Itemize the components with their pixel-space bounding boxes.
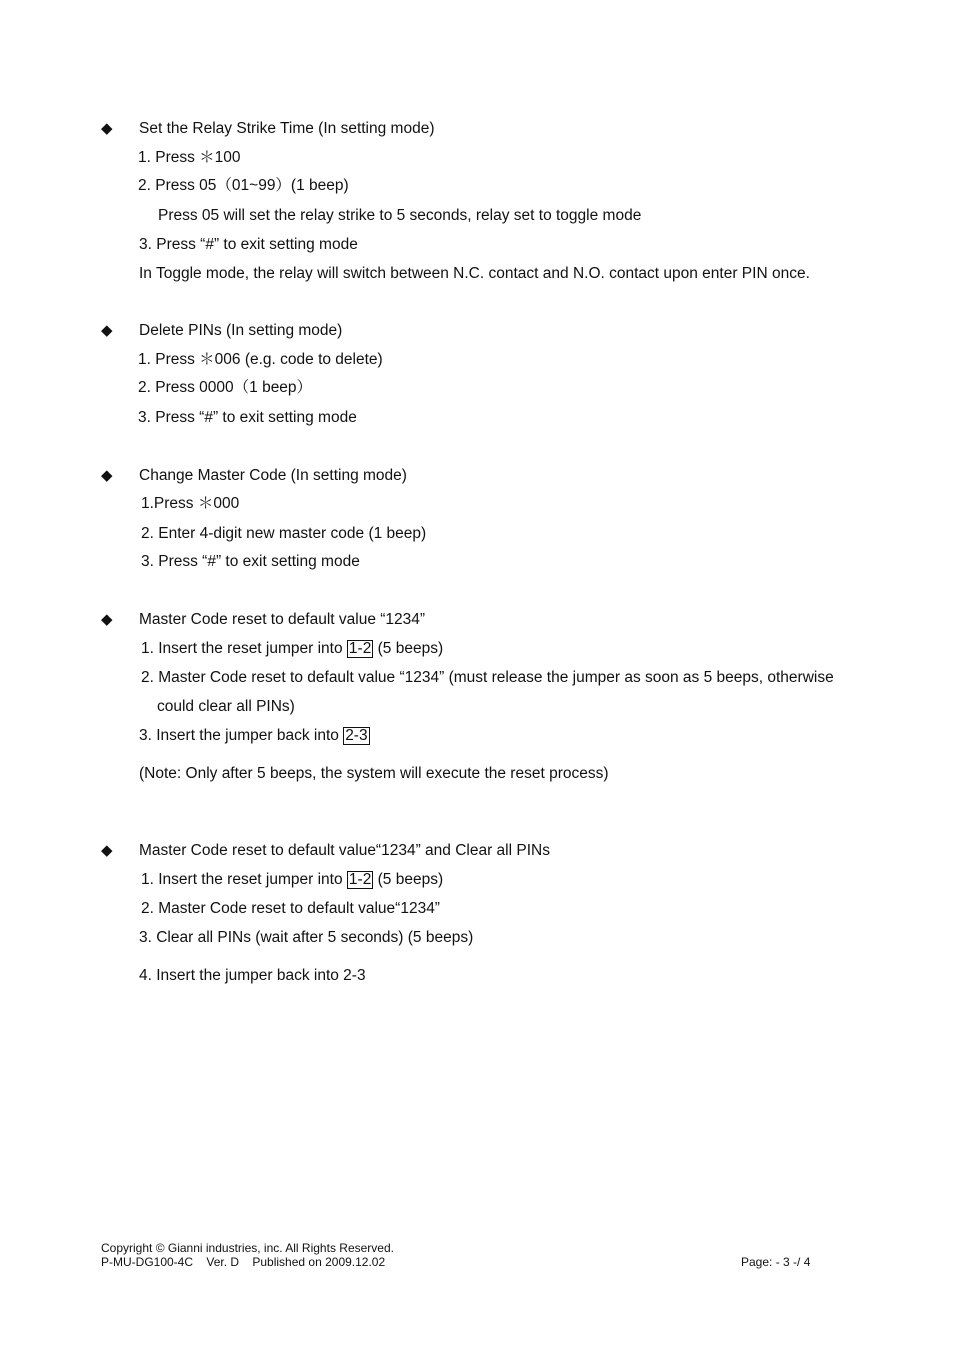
jumper-label: 1-2: [348, 640, 372, 657]
step-line: 1. Press ＊006 (e.g. code to delete): [138, 351, 383, 368]
step-line: 2. Master Code reset to default value“1234”: [141, 900, 440, 917]
step-text: (5 beeps): [373, 871, 444, 888]
footer-doc-id: P-MU-DG100-4C Ver. D Published on 2009.12.02: [101, 1255, 386, 1269]
jumper-label: 2-3: [345, 727, 368, 744]
footer-page-number: Page: - 3 -/ 4: [741, 1255, 811, 1269]
step-line: 2. Press 05（01~99）(1 beep): [138, 177, 349, 194]
step-line: 4. Insert the jumper back into 2-3: [139, 967, 366, 984]
step-text: 3. Insert the jumper back into: [139, 727, 344, 744]
jumper-label: 1-2: [348, 871, 372, 888]
section-heading: Set the Relay Strike Time (In setting mode): [139, 120, 435, 137]
section-heading: Change Master Code (In setting mode): [139, 467, 407, 484]
bullet-icon: ◆: [101, 322, 113, 339]
section-heading: Master Code reset to default value“1234” and Clear all PINs: [139, 842, 550, 859]
step-line: 3. Clear all PINs (wait after 5 seconds) (5 beeps): [139, 929, 474, 946]
footer-copyright: Copyright © Gianni industries, inc. All Rights Reserved.: [101, 1241, 394, 1255]
bullet-icon: ◆: [101, 120, 113, 137]
step-continuation: could clear all PINs): [157, 698, 295, 715]
bullet-icon: ◆: [101, 611, 113, 628]
step-line: 3. Press “#” to exit setting mode: [139, 236, 358, 253]
step-text: 1. Insert the reset jumper into: [141, 640, 347, 657]
step-line: 3. Press “#” to exit setting mode: [138, 409, 357, 426]
step-line: 1.Press ＊000: [141, 495, 240, 512]
bullet-icon: ◆: [101, 842, 113, 859]
step-line: 2. Enter 4-digit new master code (1 beep): [141, 525, 427, 542]
step-line: 3. Press “#” to exit setting mode: [141, 553, 360, 570]
section-note: (Note: Only after 5 beeps, the system will execute the reset process): [139, 765, 609, 782]
step-detail: Press 05 will set the relay strike to 5 seconds, relay set to toggle mode: [158, 207, 642, 224]
step-text: 1. Insert the reset jumper into: [141, 871, 347, 888]
step-text: (5 beeps): [373, 640, 444, 657]
step-line: [139, 726, 370, 746]
bullet-icon: ◆: [101, 467, 113, 484]
step-line: 2. Press 0000（1 beep）: [138, 379, 313, 396]
step-line: 2. Master Code reset to default value “1234” (must release the jumper as soon as 5 beeps, otherwise: [141, 669, 834, 686]
step-line: 1. Press ＊100: [138, 149, 241, 166]
section-note: In Toggle mode, the relay will switch between N.C. contact and N.O. contact upon enter PIN once.: [139, 265, 810, 282]
section-heading: Master Code reset to default value “1234”: [139, 611, 426, 628]
section-heading: Delete PINs (In setting mode): [139, 322, 343, 339]
step-line: [141, 870, 443, 890]
step-line: [141, 639, 443, 659]
